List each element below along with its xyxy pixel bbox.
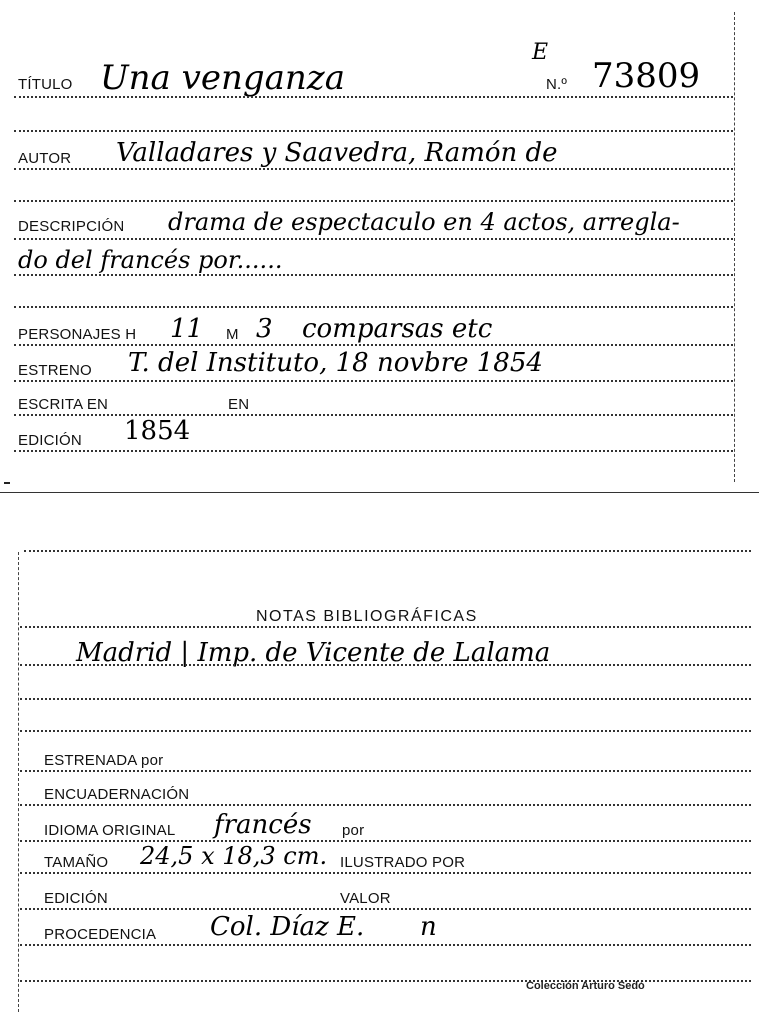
titulo-value: Una venganza — [100, 58, 345, 98]
rule — [20, 664, 751, 666]
estreno-value: T. del Instituto, 18 novbre 1854 — [128, 348, 543, 378]
encuadernacion-label: ENCUADERNACIÓN — [44, 786, 190, 803]
idioma-label: IDIOMA ORIGINAL — [44, 822, 176, 839]
rule — [20, 872, 751, 874]
rule — [14, 130, 733, 132]
autor-label: AUTOR — [18, 150, 72, 167]
numero-value: 73809 — [592, 56, 701, 96]
idioma-value: francés — [214, 810, 312, 840]
rule — [14, 274, 733, 276]
personajes-extra: comparsas etc — [302, 314, 493, 344]
rule — [14, 168, 733, 170]
personajes-label: PERSONAJES H — [18, 326, 137, 343]
rule — [14, 344, 733, 346]
valor-label: VALOR — [340, 890, 391, 907]
rule — [20, 698, 751, 700]
procedencia-value: Col. Díaz E. — [210, 912, 365, 942]
personajes-m-label: M — [226, 326, 239, 343]
edicion-label: EDICIÓN — [18, 432, 82, 449]
escrita-en-label: EN — [228, 396, 250, 413]
rule — [24, 550, 751, 552]
rule — [20, 730, 751, 732]
rule — [14, 96, 733, 98]
rule — [14, 380, 733, 382]
personajes-h-value: 11 — [170, 314, 204, 344]
rule — [20, 626, 751, 628]
procedencia-label: PROCEDENCIA — [44, 926, 157, 943]
card-right-edge — [734, 12, 735, 482]
numero-prefix: E — [532, 40, 549, 65]
card-left-edge — [18, 552, 19, 1012]
descripcion-label: DESCRIPCIÓN — [18, 218, 125, 235]
tamano-label: TAMAÑO — [44, 854, 109, 871]
tamano-value: 24,5 x 18,3 cm. — [140, 842, 328, 870]
edicion-label-back: EDICIÓN — [44, 890, 108, 907]
rule — [14, 450, 733, 452]
collection-credit: Colección Arturo Sedó — [526, 980, 645, 992]
ilustrado-label: ILUSTRADO POR — [340, 854, 466, 871]
rule — [20, 908, 751, 910]
notas-label: NOTAS BIBLIOGRÁFICAS — [256, 608, 478, 625]
notas-value: Madrid | Imp. de Vicente de Lalama — [76, 638, 551, 668]
rule — [14, 306, 733, 308]
card-corner-mark — [4, 482, 10, 484]
numero-label: N.º — [546, 76, 568, 93]
descripcion-value-line2: do del francés por...... — [18, 246, 283, 274]
edicion-value: 1854 — [124, 416, 191, 446]
idioma-por: por — [342, 822, 365, 839]
rule — [14, 238, 733, 240]
estreno-label: ESTRENO — [18, 362, 92, 379]
personajes-m-value: 3 — [256, 314, 273, 344]
autor-value: Valladares y Saavedra, Ramón de — [116, 138, 558, 168]
rule — [14, 414, 733, 416]
rule — [20, 840, 751, 842]
rule — [20, 804, 751, 806]
descripcion-value-line1: drama de espectaculo en 4 actos, arregla- — [168, 208, 680, 236]
rule — [20, 944, 751, 946]
rule — [14, 200, 733, 202]
escrita-label: ESCRITA EN — [18, 396, 109, 413]
back-card — [0, 548, 759, 1018]
estrenada-label: ESTRENADA por — [44, 752, 164, 769]
front-card — [0, 0, 759, 493]
rule — [20, 770, 751, 772]
procedencia-extra: n — [420, 912, 437, 942]
titulo-label: TÍTULO — [18, 76, 73, 93]
